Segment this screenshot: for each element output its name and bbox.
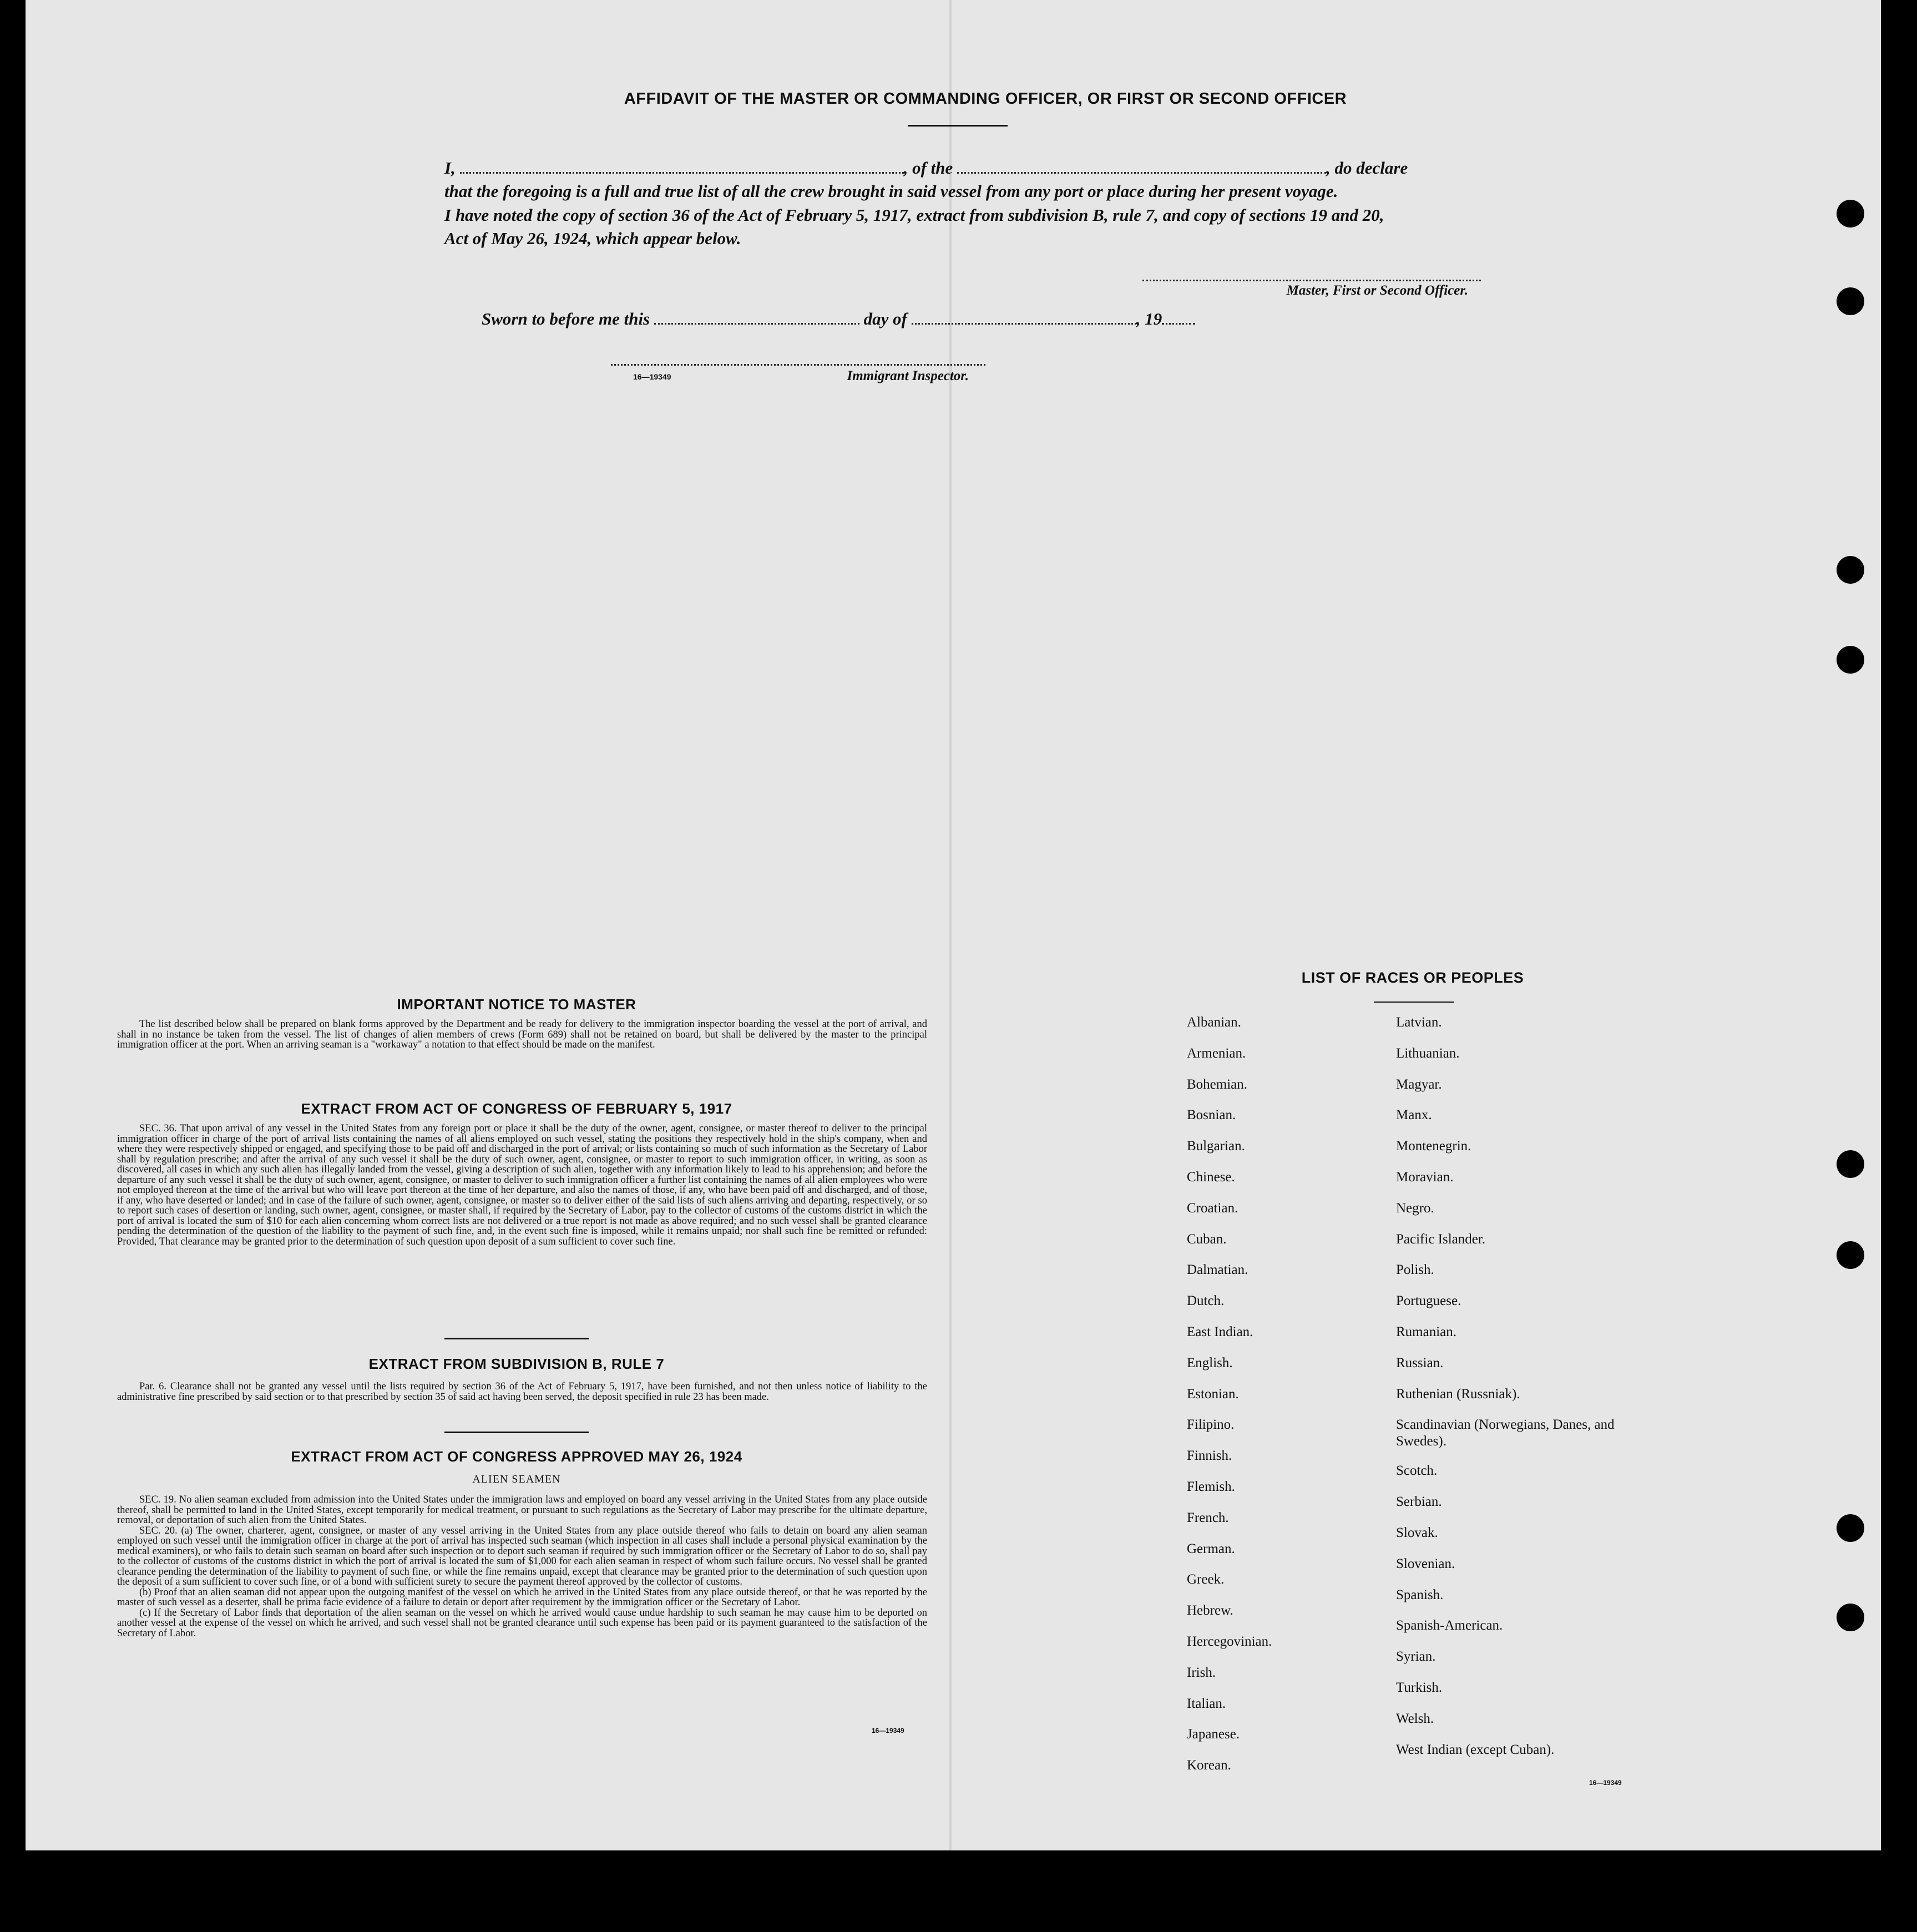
punch-hole — [1837, 1241, 1864, 1269]
sec20c-text: (c) If the Secretary of Labor finds that deportation of the alien seaman on the vessel on which he arrived would cause undue hardship to such seaman he may cause him to be deported on another vessel at the expense of the vessel on which he arrived, and such vessel shall not be granted clearance until such expense has been paid or its payment guaranteed to the satisfaction of the Secretary of Labor. — [117, 1607, 927, 1639]
race-item: Bulgarian. — [1187, 1139, 1245, 1154]
sec20b-text: (b) Proof that an alien seaman did not appear upon the outgoing manifest of the vessel on which he arrived in the United States from any place outside thereof, or that he was reported by the master of such vessel as a deserter, shall be prima facie evidence of a failure to detain or deport after requirement by the immigration officer or the Secretary of Labor. — [117, 1586, 927, 1608]
race-item: Pacific Islander. — [1396, 1231, 1486, 1247]
race-item: West Indian (except Cuban). — [1396, 1742, 1555, 1757]
race-item: Armenian. — [1187, 1045, 1246, 1061]
title-underline — [908, 125, 1008, 127]
race-item: Manx. — [1396, 1107, 1432, 1123]
punch-hole — [1837, 1604, 1864, 1631]
sec19-paragraph — [117, 1495, 927, 1526]
race-item: Montenegrin. — [1396, 1139, 1471, 1154]
inspector-signature-field[interactable] — [611, 364, 985, 366]
day-of-label: day of — [863, 309, 907, 328]
race-item: Japanese. — [1187, 1727, 1240, 1742]
master-signature-field[interactable] — [1142, 280, 1481, 281]
par6-text: Par. 6. Clearance shall not be granted any vessel until the lists required by section 36 of the Act of February 5, 1917, have been furnished, and not then unless notice of liability to the administrative fine prescribed by said section or to that prescribed by section 35 of said act having been served, the deposit specified in rule 23 has been made. — [117, 1381, 927, 1403]
sworn-line — [482, 309, 1258, 329]
race-item: Dutch. — [1187, 1293, 1225, 1309]
sec36-text: SEC. 36. That upon arrival of any vessel in the United States from any foreign port or place it shall be the duty of the owner, agent, consignee, or master thereof to deliver to the principal immigration officer in charge of the port of arrival lists containing the names of all aliens employed on such vessel, stating the positions they respectively hold in the ship's company, when and where they were respectively shipped or engaged, and specifying those to be paid off and discharged in the port of arrival; or lists containing so much of such information as the Secretary of Labor shall by regulation prescribe; and after the arrival of any such vessel it shall be the duty of such owner, agent, consignee, or master to report to such immigration officer, in writing, as soon as discovered, all cases in which any such alien has illegally landed from the vessel, giving a description of such alien, together with any information likely to lead to his apprehension; and before the departure of any such vessel it shall be the duty of such owner, agent, consignee, or master to deliver to such immigration officer a further list containing the names of all alien employees who were not employed thereon at the time of the arrival but who will leave port thereon at the time of her departure, and also the names of those, if any, who have been paid off and discharged, and of those, if any, who have deserted or landed; and in case of the failure of such owner, agent, consignee, or master so to deliver either of the said lists of such aliens arriving and departing, respectively, or so to report such cases of desertion or landing, such owner, agent, consignee, or master shall, if required by the Secretary of Labor, pay to the collector of customs of the customs district in which the port of arrival is located the sum of $10 for each alien concerning whom correct lists are not delivered or a true report is not made as above required; and no such vessel shall be granted clearance pending the determination of the question of the liability to the payment of such fine, and, in the event such fine is imposed, while it remains unpaid; nor shall such fine be remitted or refunded: Provided, That clearance may be granted prior to the determination of such question upon deposit of a sum sufficient to cover such fine. — [117, 1123, 927, 1247]
notice-title: IMPORTANT NOTICE TO MASTER — [397, 996, 636, 1013]
races-form-number: 16—19349 — [1589, 1779, 1622, 1787]
race-item: Scotch. — [1396, 1463, 1438, 1479]
race-item: Slovak. — [1396, 1525, 1438, 1540]
vessel-name-field[interactable] — [957, 171, 1326, 174]
of-the-label: , of the — [903, 158, 953, 178]
race-item: Latvian. — [1396, 1015, 1442, 1030]
affidavit-line-3: I have noted the copy of section 36 of the Act of February 5, 1917, extract from subdivision B, rule 7, and copy of sections 19 and 20, — [444, 205, 1384, 225]
race-item: Chinese. — [1187, 1169, 1235, 1185]
race-item: Albanian. — [1187, 1015, 1241, 1030]
sworn-label: Sworn to before me this — [482, 309, 650, 328]
race-item: Italian. — [1187, 1696, 1226, 1711]
punch-hole — [1837, 646, 1864, 674]
race-item: Estonian. — [1187, 1386, 1239, 1402]
race-item: Hebrew. — [1187, 1603, 1233, 1619]
race-item: Lithuanian. — [1396, 1045, 1460, 1061]
race-item: Korean. — [1187, 1758, 1231, 1773]
race-item: Turkish. — [1396, 1680, 1443, 1695]
section-divider — [444, 1338, 589, 1339]
page-fold — [949, 0, 952, 1850]
race-item: Polish. — [1396, 1262, 1434, 1278]
race-item: French. — [1187, 1510, 1229, 1525]
race-item: Bosnian. — [1187, 1107, 1236, 1123]
race-item: Syrian. — [1396, 1649, 1436, 1665]
race-item: Russian. — [1396, 1355, 1444, 1370]
sec20c-paragraph — [117, 1608, 927, 1639]
alien-seamen-subtitle: ALIEN SEAMEN — [472, 1473, 561, 1485]
extract-1924-body — [117, 1495, 927, 1638]
races-right-column — [1396, 1014, 1629, 1772]
race-item: Greek. — [1187, 1572, 1225, 1587]
inspector-caption: Immigrant Inspector. — [847, 368, 969, 383]
sec20b-paragraph — [117, 1587, 927, 1608]
affidavit-line-2: that the foregoing is a full and true list of all the crew brought in said vessel from any port or place during her present voyage. — [444, 181, 1338, 201]
extract-rule7-body — [117, 1382, 927, 1402]
affidavit-title: AFFIDAVIT OF THE MASTER OR COMMANDING OFFICER, OR FIRST OR SECOND OFFICER — [624, 90, 1347, 108]
races-title: LIST OF RACES OR PEOPLES — [1301, 969, 1524, 986]
race-item: Dalmatian. — [1187, 1262, 1248, 1278]
punch-hole — [1837, 556, 1864, 584]
race-item: Ruthenian (Russniak). — [1396, 1386, 1520, 1402]
affidavit-line-4: Act of May 26, 1924, which appear below. — [444, 229, 741, 248]
year-label: , 19 — [1136, 309, 1162, 328]
punch-hole — [1837, 1150, 1864, 1178]
document-page — [26, 0, 1881, 1850]
notice-text: The list described below shall be prepared on blank forms approved by the Department and be ready for delivery to the immigration inspector boarding the vessel at the port of arrival, and shall in no instance be taken from the vessel. The list of changes of alien members of crews (Form 689) shall not be retained on board, but shall be delivered by the master to the principal immigration officer at the port. When an arriving seaman is a "workaway" a notation to that effect should be made on the manifest. — [117, 1019, 927, 1050]
race-item: Croatian. — [1187, 1200, 1238, 1216]
sec20a-text: SEC. 20. (a) The owner, charterer, agent, consignee, or master of any vessel arriving in the United States from any place outside thereof who fails to detain on board any alien seaman employed on such vessel until the immigration officer in charge at the port of arrival has inspected such seaman (which inspection in all cases shall include a personal physical examination by the medical examiners), or who fails to detain such seaman on board after such inspection or to deport such seaman if required by such immigration officer or the Secretary of Labor to do so, shall pay to the collector of customs of the customs district in which the port of arrival is located the sum of $1,000 for each alien seaman in respect of whom such failure occurs. No vessel shall be granted clearance pending the determination of the liability to payment of such fine, or while the fine remains unpaid, except that clearance may be granted prior to the determination of such question upon the deposit of a sum sufficient to cover such fine, or of a bond with sufficient surety to secure the payment thereof approved by the collector of customs. — [117, 1525, 927, 1587]
race-item: Magyar. — [1396, 1076, 1442, 1092]
race-item: German. — [1187, 1541, 1235, 1556]
sec20a-paragraph — [117, 1526, 927, 1587]
extract-1917-title: EXTRACT FROM ACT OF CONGRESS OF FEBRUARY 5, 1917 — [301, 1100, 732, 1117]
races-title-underline — [1374, 1002, 1454, 1003]
notice-body — [117, 1019, 927, 1050]
race-item: Hercegovinian. — [1187, 1633, 1272, 1649]
extract-1924-title: EXTRACT FROM ACT OF CONGRESS APPROVED MAY 26, 1924 — [291, 1448, 742, 1465]
punch-hole — [1837, 200, 1864, 227]
race-item: Serbian. — [1396, 1494, 1442, 1510]
extract-rule7-title: EXTRACT FROM SUBDIVISION B, RULE 7 — [368, 1356, 665, 1372]
race-item: Negro. — [1396, 1200, 1434, 1216]
race-item: Flemish. — [1187, 1479, 1235, 1494]
sworn-day-field[interactable] — [654, 322, 859, 325]
races-left-column — [1187, 1014, 1272, 1788]
race-item: East Indian. — [1187, 1324, 1253, 1339]
affidavit-line-1 — [444, 158, 1510, 178]
punch-hole — [1837, 287, 1864, 315]
race-item: Moravian. — [1396, 1169, 1454, 1185]
declarant-label: I, — [444, 158, 456, 178]
declarant-name-field[interactable] — [460, 171, 904, 174]
sworn-month-field[interactable] — [912, 322, 1136, 325]
race-item: Irish. — [1187, 1665, 1216, 1680]
extract-form-number: 16—19349 — [872, 1727, 904, 1734]
section-divider — [444, 1432, 589, 1433]
do-declare-label: , do declare — [1326, 158, 1408, 178]
extract-1917-body — [117, 1124, 927, 1247]
race-item: Cuban. — [1187, 1231, 1227, 1247]
race-item: English. — [1187, 1355, 1233, 1370]
sec19-text: SEC. 19. No alien seaman excluded from admission into the United States under the immigration laws and employed on board any vessel arriving in the United States from any place outside thereof, shall be permitted to land in the United States, except temporarily for medical treatment, or pursuant to such regulations as the Secretary of Labor may prescribe for the ultimate departure, removal, or deportation of such alien from the United States. — [117, 1494, 927, 1526]
race-item: Scandinavian (Norwegians, Danes, and Swedes). — [1396, 1417, 1615, 1449]
race-item: Bohemian. — [1187, 1076, 1248, 1092]
race-item: Portuguese. — [1396, 1293, 1461, 1309]
race-item: Filipino. — [1187, 1417, 1235, 1433]
punch-hole — [1837, 1514, 1864, 1542]
race-item: Finnish. — [1187, 1448, 1232, 1464]
sworn-year-field[interactable] — [1162, 322, 1195, 325]
race-item: Welsh. — [1396, 1711, 1434, 1726]
race-item: Spanish-American. — [1396, 1618, 1503, 1633]
race-item: Spanish. — [1396, 1587, 1444, 1602]
race-item: Slovenian. — [1396, 1556, 1455, 1571]
race-item: Rumanian. — [1396, 1324, 1457, 1339]
master-signature-caption: Master, First or Second Officer. — [1286, 283, 1468, 298]
inspector-form-number: 16—19349 — [633, 372, 671, 381]
